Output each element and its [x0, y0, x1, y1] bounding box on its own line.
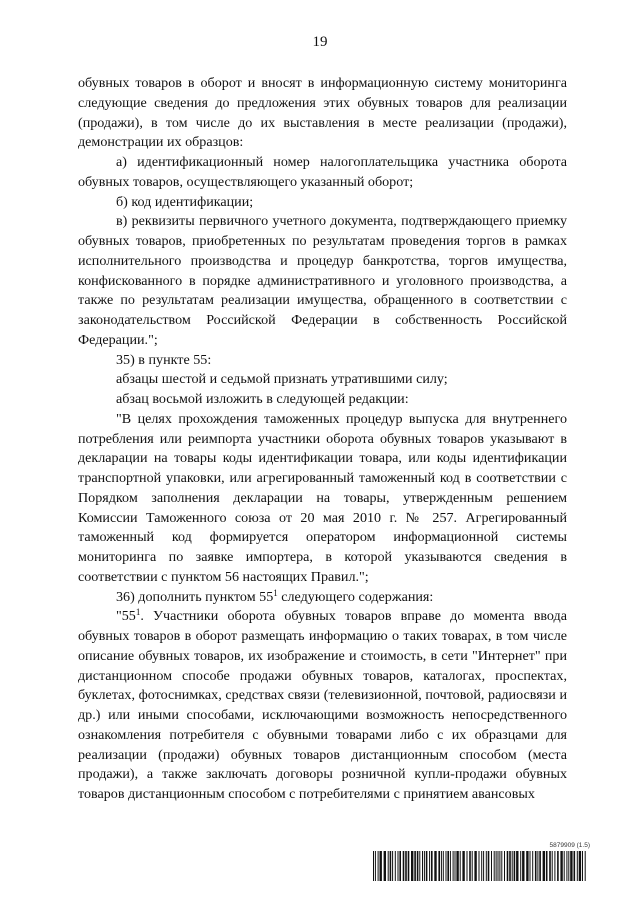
paragraph	[78, 212, 567, 350]
superscript: 1	[135, 607, 141, 618]
document-barcode	[372, 842, 590, 882]
paragraph	[78, 351, 567, 371]
paragraph	[78, 370, 567, 390]
text-run: в) реквизиты первичного учетного документа, подтверждающего приемку обувных товаров, приобретенных по результатам проведения торгов в рамках исполнительного производства и процедур банкротства, торгов имущества, конфискованного в порядке административного и уголовного производства, а также по результатам реализации имущества, обращенного в соответствии с законодательством Российской Федерации в собственность Российской Федерации.";	[78, 213, 567, 348]
paragraph	[78, 390, 567, 410]
text-run: обувных товаров в оборот и вносят в информационную систему мониторинга следующие сведения до предложения этих обувных товаров для реализации (продажи), в том числе до их выставления в месте реализации (продажи), демонстрации их образцов:	[78, 75, 567, 151]
paragraph	[78, 607, 567, 805]
text-run: "55	[116, 608, 136, 625]
text-run: 36) дополнить пунктом 55	[116, 588, 274, 605]
page-number: 19	[312, 34, 328, 50]
text-run: а) идентификационный номер налогоплательщика участника оборота обувных товаров, осуществляющего указанный оборот;	[78, 154, 567, 190]
text-run: "В целях прохождения таможенных процедур выпуска для внутреннего потребления или реимпорта участники оборота обувных товаров указывают в декларации на товары коды идентификации товара, или коды идентификации транспортной упаковки, или агрегированный таможенный код в соответствии с Порядком заполнения декларации на товары, утвержденным решением Комиссии Таможенного союза от 20 мая 2010 г. № 257. Агрегированный таможенный код формируется оператором информационной системы мониторинга по заявке импортера, в которой указываются сведения в соответствии с пунктом 56 настоящих Правил.";	[78, 410, 567, 585]
text-run: следующего содержания:	[277, 588, 434, 605]
document-body	[78, 74, 567, 805]
paragraph	[78, 410, 567, 588]
text-run: б) код идентификации;	[116, 193, 254, 210]
text-run: абзацы шестой и седьмой признать утратившими силу;	[116, 371, 448, 388]
paragraph	[78, 74, 567, 153]
text-run: абзац восьмой изложить в следующей редакции:	[116, 391, 409, 407]
superscript: 1	[273, 587, 278, 598]
text-run: . Участники оборота обувных товаров вправе до момента ввода обувных товаров в оборот размещать информацию о таких товарах, в том числе описание обувных товаров, их изображение и стоимость, в сети "Интернет" при дистанционном способе продажи обувных товаров, каталогах, проспектах, буклетах, фотоснимках, средствах связи (телевизионной, почтовой, радиосвязи и др.) или иными способами, исключающими возможность непосредственного ознакомления потребителя с обувными товарами либо с их образцами для реализации (продажи) обувных товаров дистанционным способом (места продажи), а также заключать договоры розничной купли-продажи обувных товаров дистанционным способом с потребителями с принятием авансовых	[78, 608, 567, 802]
barcode-icon	[372, 851, 590, 881]
paragraph	[78, 153, 567, 193]
paragraph	[78, 193, 567, 213]
text-run: 35) в пункте 55:	[116, 351, 212, 368]
paragraph	[78, 588, 567, 608]
barcode-id: 5879909 (1.5)	[549, 842, 590, 849]
